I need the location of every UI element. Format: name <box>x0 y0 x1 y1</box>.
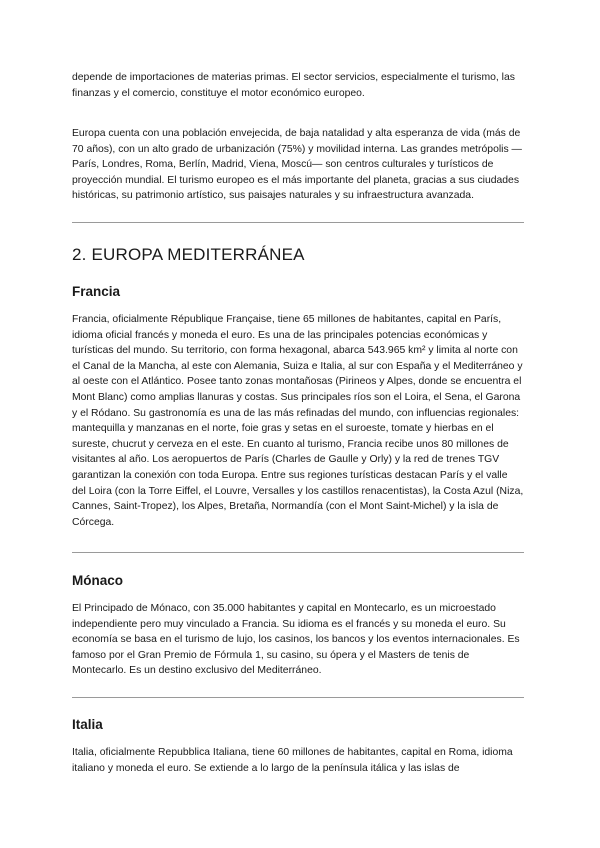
paragraph-monaco: El Principado de Mónaco, con 35.000 habitantes y capital en Montecarlo, es un microestado independiente pero muy vinculado a Francia. Su idioma es el francés y su moneda el euro. Su economía se basa en el turismo de lujo, los casinos, los bancos y los eventos internacionales. Es famoso por el Gran Premio de Fórmula 1, su casino, su ópera y el Masters de tenis de Montecarlo. Es un destino exclusivo del Mediterráneo. <box>72 603 520 677</box>
paragraph-europe-population: Europa cuenta con una población envejecida, de baja natalidad y alta esperanza de vida (más de 70 años), con un alto grado de urbanización (75%) y movilidad interna. Las grandes metrópolis —París, Londres, Roma, Berlín, Madrid, Viena, Moscú— son centros culturales y turísticos de proyección mundial. El turismo europeo es el más importante del planeta, gracias a sus ciudades históricas, su patrimonio artístico, sus paisajes naturales y su infraestructura avanzada. <box>72 128 522 202</box>
paragraph-economy-end: depende de importaciones de materias primas. El sector servicios, especialmente el turismo, las finanzas y el comercio, constituye el motor económico europeo. <box>72 72 515 99</box>
heading-monaco: Mónaco <box>72 573 124 588</box>
divider-rule <box>72 697 524 698</box>
divider-rule <box>72 552 524 553</box>
paragraph-italia: Italia, oficialmente Repubblica Italiana, tiene 60 millones de habitantes, capital en Roma, idioma italiano y moneda el euro. Se extiende a lo largo de la península itálica y las islas de <box>72 747 513 774</box>
heading-francia: Francia <box>72 284 121 299</box>
heading-italia: Italia <box>72 717 103 732</box>
divider-rule <box>72 222 524 223</box>
section-title: 2. EUROPA MEDITERRÁNEA <box>72 245 305 264</box>
paragraph-francia: Francia, oficialmente République Française, tiene 65 millones de habitantes, capital en París, idioma oficial francés y moneda el euro. Es una de las principales potencias económicas y turísticas del mundo. Su territorio, con forma hexagonal, abarca 543.965 km² y limita al norte con el Canal de la Mancha, al este con Alemania, Suiza e Italia, al sur con España y el Mediterráneo y al oeste con el Atlántico. Posee tanto zonas montañosas (Pirineos y Alpes, donde se encuentra el Mont Blanc) como amplias llanuras y costas. Sus principales ríos son el Loira, el Sena, el Garona y el Ródano. Su gastronomía es una de las más refinadas del mundo, con influencias regionales: mantequilla y manzanas en el norte, foie gras y setas en el suroeste, tomate y hierbas en el sureste, chucrut y cerveza en el este. En cuanto al turismo, Francia recibe unos 80 millones de visitantes al año. Los aeropuertos de París (Charles de Gaulle y Orly) y la red de trenes TGV garantizan la conexión con toda Europa. Entre sus regiones turísticas destacan París y el valle del Loira (con la Torre Eiffel, el Louvre, Versalles y los castillos renacentistas), la Costa Azul (Niza, Cannes, Saint-Tropez), los Alpes, Bretaña, Normandía (con el Mont Saint-Michel) y la isla de Córcega. <box>72 314 524 528</box>
